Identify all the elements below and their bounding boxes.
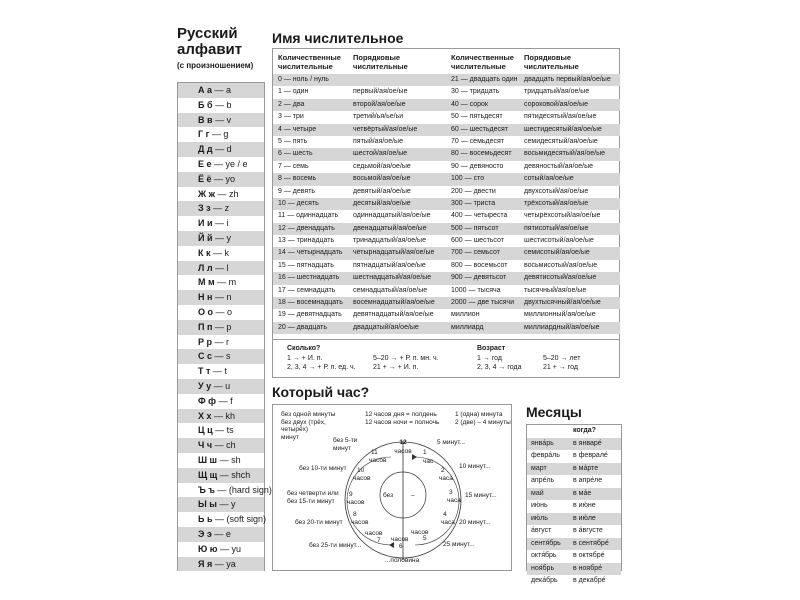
alphabet-row: Ъ ъ — (hard sign) xyxy=(198,484,272,495)
numeral-row: 80 — восемьдесят восьмидесятый/ая/ое/ые xyxy=(446,148,620,160)
clock-panel: без одной минуты без двух (трёх, четырёх) минут 12 часов дня = полдень 12 часов ночи = полночь 1 (одна) минута 2 (две) – 4 минуты 12 часов 1 час 2 часа 3 часа 4 часа 5 часов 6 часов 7 часов 8 часов 9 часов 10 часов 11 часов без – 5 минут... 10 минут... 15 минут... 20 минут... 25 минут... ...половина без 5-ти минут без 10-ти минут без четверти или без 15-ти минут без 20-ти минут без 25-ти минут... xyxy=(272,404,512,571)
alphabet-row: В в — v xyxy=(178,113,264,128)
numeral-row: 70 — семьдесят семидесятый/ая/ое/ые xyxy=(451,137,598,145)
numerals-header: Количественные числительные Порядковые числительные xyxy=(278,53,408,71)
alphabet-row: Е е — ye / e xyxy=(198,158,248,169)
month-row: янва́рь в январе́ xyxy=(527,438,621,451)
numeral-row: 6 — шесть шестой/ая/ое/ые xyxy=(273,148,447,160)
alphabet-row: Ю ю — yu xyxy=(198,543,241,554)
alphabet-row: Р р — r xyxy=(198,336,230,347)
alphabet-row: Ё ё — yo xyxy=(178,172,264,187)
alphabet-row: Л л — l xyxy=(178,261,264,276)
clock-title: Который час? xyxy=(272,384,370,400)
numerals-left-column xyxy=(273,49,447,334)
alphabet-row: З з — z xyxy=(178,201,264,216)
numeral-row: 500 — пятьсот пятисотый/ая/ое/ые xyxy=(446,223,620,235)
alphabet-row: Й й — y xyxy=(178,231,264,246)
numeral-row: 50 — пятьдесят пятидесятый/ая/ое/ые xyxy=(451,113,597,121)
month-row: сентя́брь в сентябре́ xyxy=(527,538,621,551)
numeral-row: 90 — девяносто девяностый/ая/ое/ые xyxy=(451,162,594,170)
month-row: ию́нь в ию́не xyxy=(531,502,596,509)
numeral-row: 15 — пятнадцать пятнадцатый/ая/ое/ые xyxy=(278,261,426,269)
numerals-header: Количественные числительные Порядковые числительные xyxy=(451,53,579,71)
alphabet-row: Ч ч — ch xyxy=(178,438,264,453)
month-row: апре́ль в апре́ле xyxy=(531,477,603,484)
alphabet-row: Т т — t xyxy=(198,366,227,377)
numeral-row: 2000 — две тысячи двухтысячный/ая/ое/ые xyxy=(446,297,620,309)
alphabet-row: У у — u xyxy=(178,379,264,394)
numeral-row: 7 — семь седьмой/ая/ое/ые xyxy=(278,162,411,170)
alphabet-row: И и — i xyxy=(198,218,229,229)
alphabet-row: Б б — b xyxy=(198,99,232,110)
numeral-row: 18 — восемнадцать восемнадцатый/ая/ое/ые xyxy=(273,297,447,309)
numeral-row: 1000 — тысяча тысячный/ая/ое/ые xyxy=(451,286,587,294)
numeral-row: 600 — шестьсот шестисотый/ая/ое/ые xyxy=(451,237,594,245)
months-title: Месяцы xyxy=(526,404,582,420)
month-row: май в ма́е xyxy=(527,488,621,501)
numeral-row: 13 — тринадцать тринадцатый/ая/ое/ые xyxy=(278,237,426,245)
alphabet-row: Щ щ — shch xyxy=(178,468,264,483)
alphabet-row: Ь ь — (soft sign) xyxy=(198,514,267,525)
numeral-row: 700 — семьсот семисотый/ая/ое/ые xyxy=(446,247,620,259)
numeral-row: 9 — девять девятый/ая/ое/ые xyxy=(278,187,411,195)
how-many-label: Сколько? xyxy=(287,345,321,352)
numeral-row: 17 — семнадцать семнадцатый/ая/ое/ые xyxy=(278,286,428,294)
numeral-row: 12 — двенадцать двенадцатый/ая/ое/ые xyxy=(273,223,447,235)
alphabet-row: П п — p xyxy=(178,320,264,335)
month-row: а́вгуст в а́вгусте xyxy=(531,527,603,534)
alphabet-table xyxy=(177,82,272,571)
numeral-row: 4 — четыре четвёртый/ая/ое/ые xyxy=(273,124,447,136)
numeral-row: 400 — четыреста четырёхсотый/ая/ое/ые xyxy=(451,212,601,220)
numeral-row: 40 — сорок сороковой/ая/ое/ые xyxy=(446,99,620,111)
alphabet-row: Ы ы — y xyxy=(178,497,264,512)
numeral-row: 2 — два второй/ая/ое/ые xyxy=(273,99,447,111)
numeral-row: 100 — сто сотый/ая/ое/ые xyxy=(446,173,620,185)
alphabet-row: Я я — ya xyxy=(178,557,264,572)
month-row: ноя́брь в ноябре́ xyxy=(527,563,621,576)
numeral-row: 14 — четырнадцать четырнадцатый/ая/ое/ые xyxy=(273,247,447,259)
alphabet-row: Ц ц — ts xyxy=(198,425,234,436)
months-table xyxy=(526,424,622,584)
numeral-row: 11 — одиннадцать одиннадцатый/ая/ое/ые xyxy=(278,212,431,220)
numeral-row: 800 — восемьсот восьмисотый/ая/ое/ые xyxy=(451,261,598,269)
months-header: когда? xyxy=(573,427,596,434)
numeral-row: 19 — девятнадцать девятнадцатый/ая/ое/ые xyxy=(278,311,434,319)
numeral-row: 21 — двадцать один двадцать первый/ая/ое/ые xyxy=(446,74,620,86)
alphabet-row: А а — a xyxy=(178,83,264,98)
alphabet-row: Э э — e xyxy=(178,527,264,542)
numeral-row: 20 — двадцать двадцатый/ая/ое/ые xyxy=(273,322,447,334)
alphabet-title: Русский алфавит xyxy=(177,25,243,58)
numeral-row: 60 — шестьдесят шестидесятый/ая/ое/ые xyxy=(446,124,620,136)
alphabet-row: С с — s xyxy=(178,349,264,364)
numeral-row: 8 — восемь восьмой/ая/ое/ые xyxy=(273,173,447,185)
numeral-row: 30 — тридцать тридцатый/ая/ое/ые xyxy=(451,88,590,96)
month-row: ию́ль в ию́ле xyxy=(527,513,621,526)
month-row: февра́ль в феврале́ xyxy=(531,452,608,459)
numeral-row: миллион миллионный/ая/ое/ые xyxy=(451,311,596,319)
alphabet-subtitle: (с произношением) xyxy=(177,61,254,70)
numeral-row: 16 — шестнадцать шестнадцатый/ая/ое/ые xyxy=(273,272,447,284)
alphabet-row: К к — k xyxy=(198,247,230,258)
alphabet-row: Х х — kh xyxy=(178,409,264,424)
numeral-row: 1 — один первый/ая/ое/ые xyxy=(278,88,408,96)
numeral-row: 300 — триста трёхсотый/ая/ое/ые xyxy=(446,198,620,210)
numeral-row: 10 — десять десятый/ая/ое/ые xyxy=(273,198,447,210)
numeral-row: 900 — девятьсот девятисотый/ая/ое/ые xyxy=(446,272,620,284)
alphabet-row: Ж ж — zh xyxy=(198,188,239,199)
alphabet-row: Д д — d xyxy=(178,142,264,157)
month-row: октя́брь в октябре́ xyxy=(531,552,605,559)
numeral-row: 0 — ноль / нуль xyxy=(273,74,447,86)
alphabet-row: Ш ш — sh xyxy=(198,454,241,465)
alphabet-row: М м — m xyxy=(198,277,237,288)
month-row: март в ма́рте xyxy=(527,463,621,476)
numerals-right-column xyxy=(446,49,620,334)
alphabet-row: Г г — g xyxy=(198,129,229,140)
alphabet-row: Н н — n xyxy=(178,290,264,305)
alphabet-row: Ф ф — f xyxy=(198,395,233,406)
numerals-title: Имя числительное xyxy=(272,30,404,46)
numeral-row: 200 — двести двухсотый/ая/ое/ые xyxy=(451,187,589,195)
age-label: Возраст xyxy=(477,345,506,352)
alphabet-row: О о — o xyxy=(198,306,233,317)
numeral-row: миллиард миллиардный/ая/ое/ые xyxy=(446,322,620,334)
month-row: дека́брь в декабре́ xyxy=(531,577,606,584)
numeral-row: 5 — пять пятый/ая/ое/ые xyxy=(278,137,403,145)
numerals-footer: Сколько? 1 → + И. п. 2, 3, 4 → + Р. п. ед. ч. 5–20 → + Р. п. мн. ч. 21 + → + И. п. Возраст 1 → год 2, 3, 4 → года 5–20 → лет 21 + → год xyxy=(273,339,619,377)
numeral-row: 3 — три третий/ья/ье/ьи xyxy=(278,113,404,121)
numerals-table xyxy=(272,48,620,378)
